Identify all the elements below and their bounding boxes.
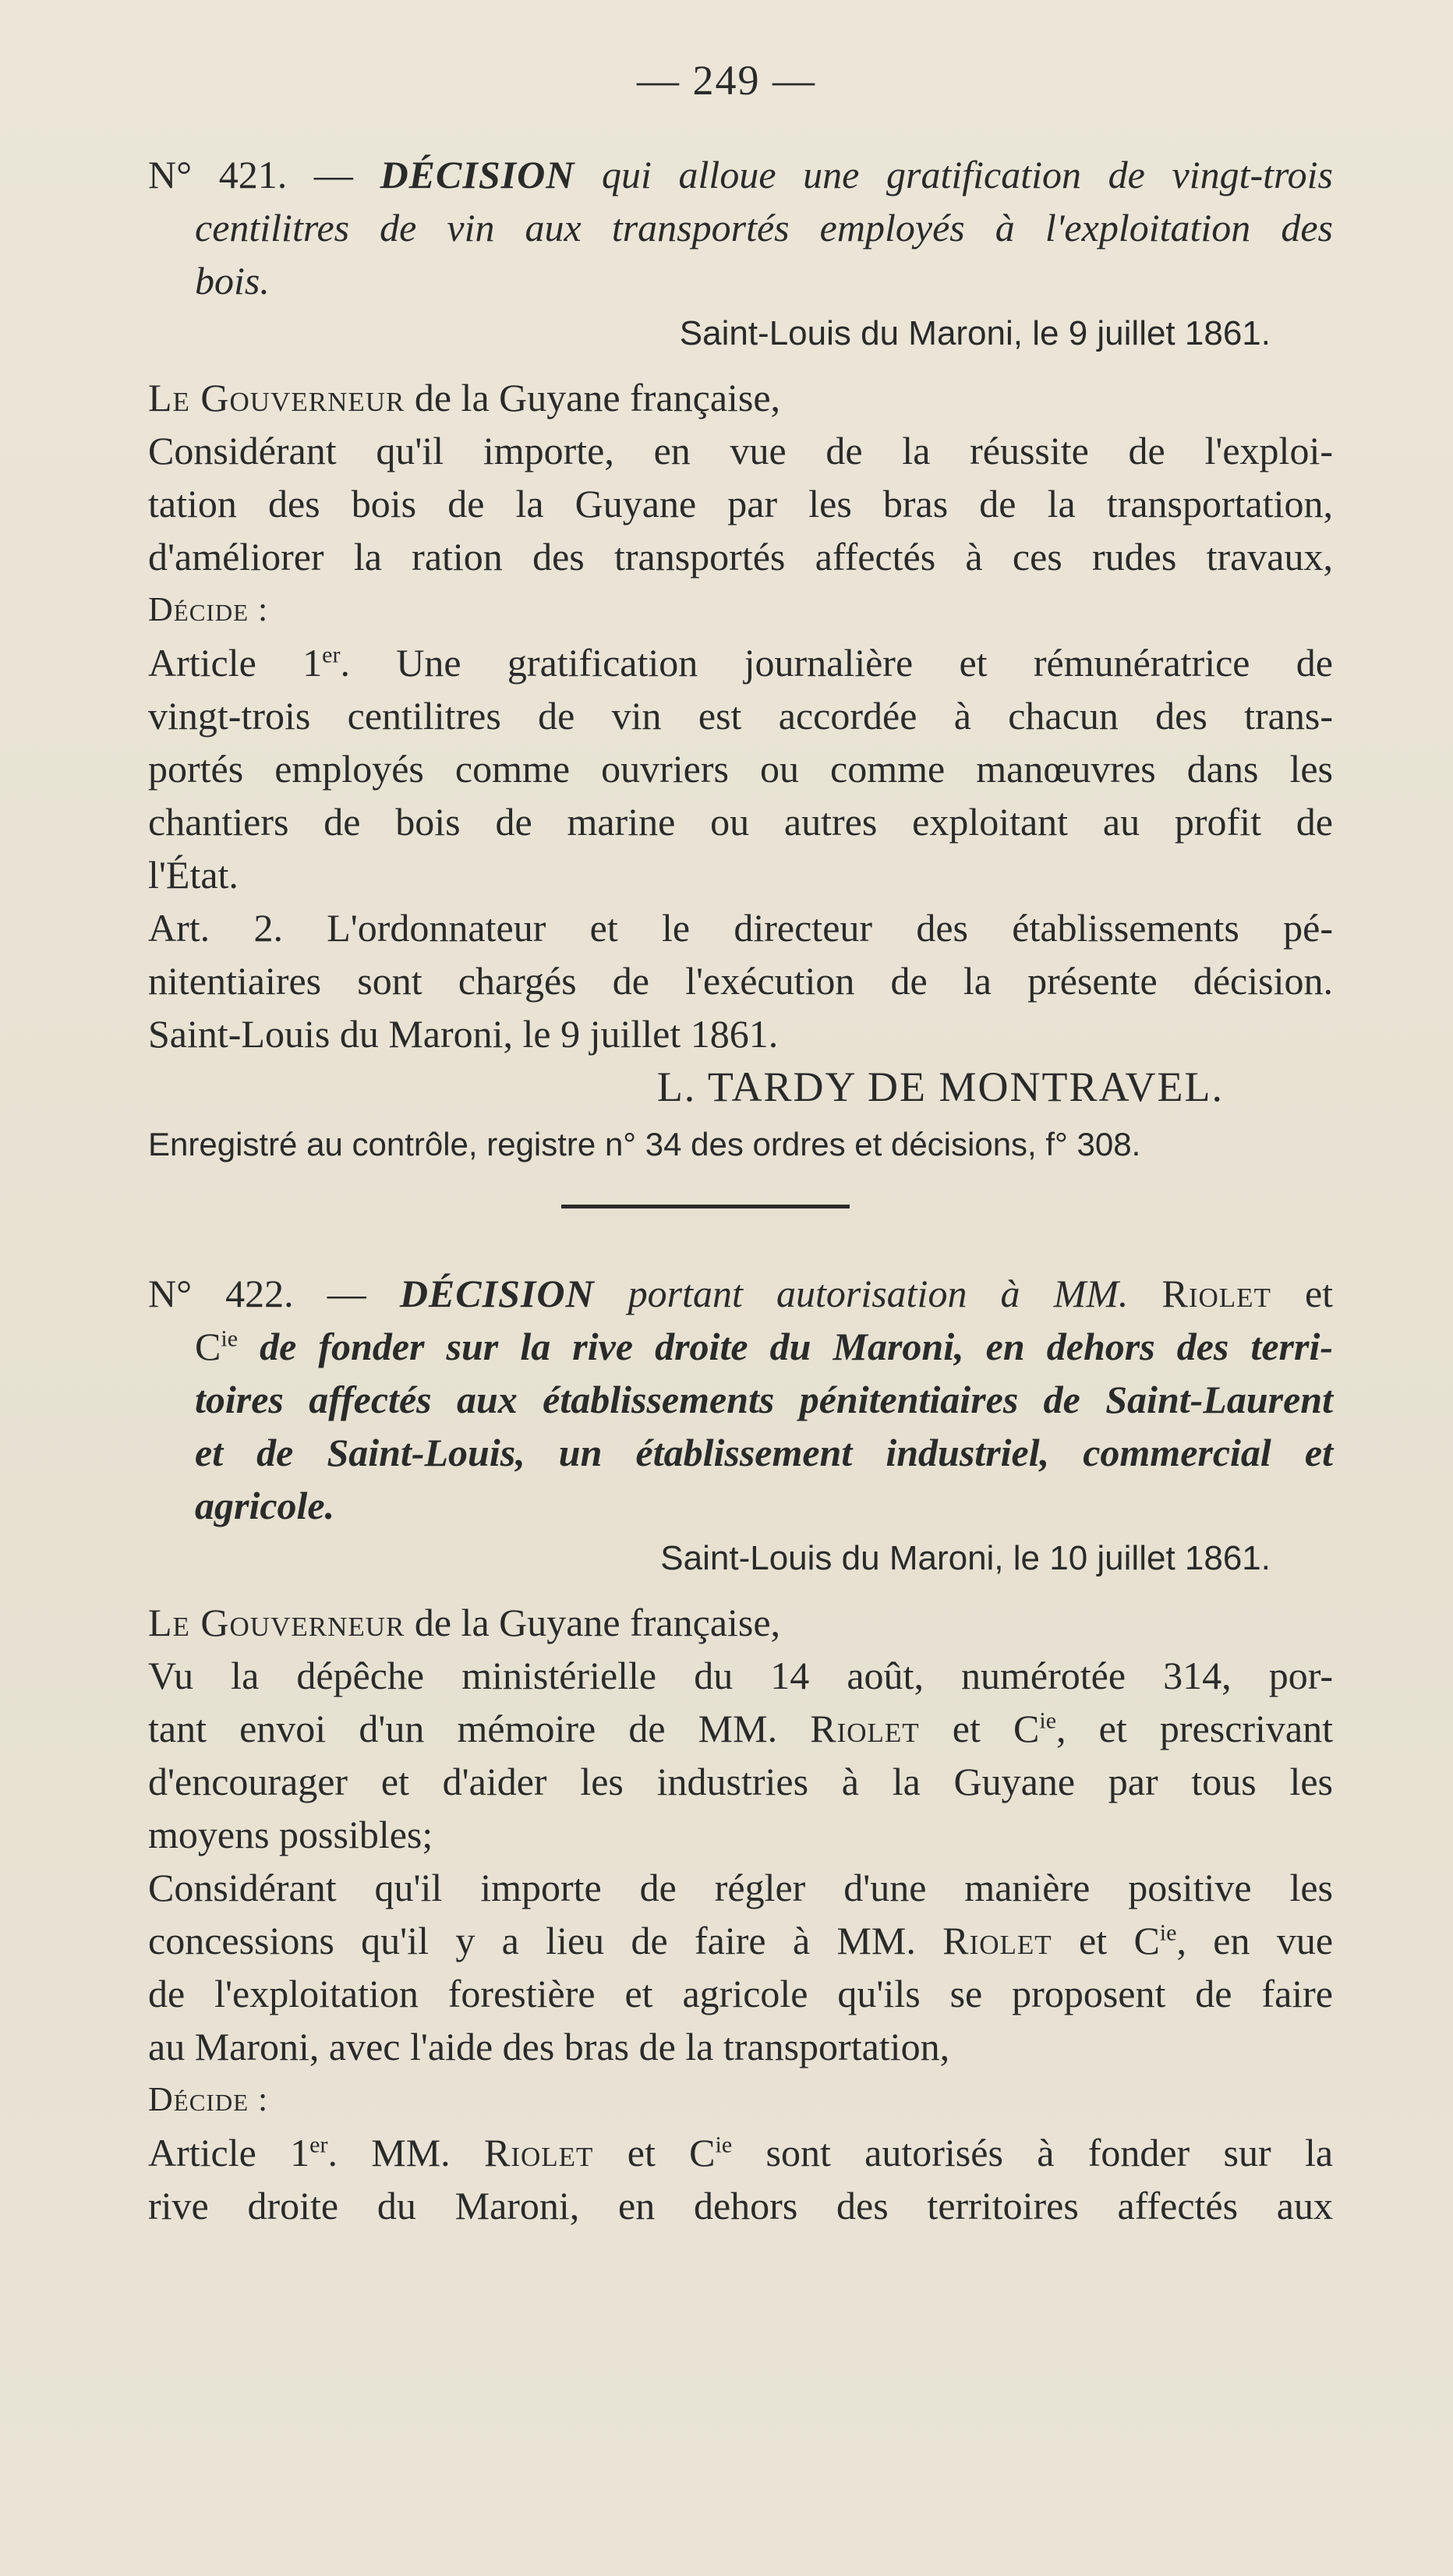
decision-421 (148, 148, 1333, 1168)
considerant-line: au Maroni, avec l'aide des bras de la transportation, (148, 2025, 950, 2068)
vu-text: tant envoi d'un mémoire de MM. (148, 1707, 778, 1750)
article-sup: er (322, 642, 341, 668)
governor-small-caps: Le Gouverneur (148, 1601, 405, 1644)
article-text: . Une gratification journalière et rémunératrice de (340, 641, 1333, 685)
governor-small-caps: Le Gouverneur (148, 376, 405, 419)
closing-date: Saint-Louis du Maroni, le 9 juillet 1861. (148, 1012, 779, 1056)
registry-note: Enregistré au contrôle, registre n° 34 des ordres et décisions, f° 308. (148, 1126, 1141, 1162)
vu-line (148, 1702, 1333, 1755)
vu-text: et C (952, 1707, 1040, 1750)
considerant-line (148, 1914, 1333, 1967)
company-sup: ie (1039, 1707, 1057, 1734)
decision-title: DÉCISION (399, 1272, 595, 1315)
article2-line: nitentiaires sont chargés de l'exécution de la présente décision. (148, 959, 1333, 1003)
decision-desc: qui alloue une gratification de vingt-trois (601, 153, 1333, 196)
article-text: et C (627, 2131, 716, 2174)
considerant-line: de l'exploitation forestière et agricole qu'ils se proposent de faire (148, 1972, 1333, 2015)
governor-rest: de la Guyane française, (414, 1601, 781, 1644)
decide-label: Décide : (148, 590, 269, 628)
company-name: Riolet (484, 2131, 594, 2174)
vu-line: d'encourager et d'aider les industries à la Guyane par tous les (148, 1760, 1333, 1803)
company-sup: ie (715, 2132, 733, 2158)
article1-line: chantiers de bois de marine ou autres exploitant au profit de (148, 800, 1333, 844)
decision-421-heading-line1 (148, 148, 1333, 201)
decision-number: N° 421. (148, 153, 288, 196)
considerant-line: Considérant qu'il importe de régler d'une manière positive les (148, 1866, 1333, 1909)
article-label: Article 1 (148, 641, 323, 685)
company-name: Riolet (810, 1707, 920, 1750)
article2-line: Art. 2. L'ordonnateur et le directeur des établissements pé- (148, 906, 1333, 950)
decide-label: Décide : (148, 2080, 269, 2118)
company-sup: ie (221, 1325, 239, 1352)
article1-line: portés employés comme ouvriers ou comme manœuvres dans les (148, 747, 1333, 791)
article1-line1 (148, 2126, 1333, 2179)
decision-421-place-date: Saint-Louis du Maroni, le 9 juillet 1861. (679, 314, 1271, 352)
article-text: . MM. (327, 2131, 451, 2174)
decision-422-heading-line5: agricole. (195, 1484, 335, 1527)
article1-line: l'État. (148, 853, 239, 897)
article1-line: vingt-trois centilitres de vin est accordée à chacun des trans- (148, 694, 1333, 738)
considerant-line: tation des bois de la Guyane par les bras de la transportation, (148, 482, 1333, 525)
decision-422 (148, 1267, 1333, 2232)
decision-number: N° 422. (148, 1272, 294, 1315)
decision-421-governor (148, 371, 1333, 424)
article1-line: rive droite du Maroni, en dehors des territoires affectés aux (148, 2184, 1333, 2227)
section-divider (561, 1205, 850, 1208)
article-sup: er (309, 2132, 328, 2158)
decision-title: DÉCISION (380, 153, 575, 196)
company-sup: ie (1159, 1920, 1177, 1946)
decision-422-place-date: Saint-Louis du Maroni, le 10 juillet 1861. (660, 1539, 1271, 1577)
governor-rest: de la Guyane française, (414, 376, 781, 419)
decision-422-heading-line3: toires affectés aux établissements pénitentiaires de Saint-Laurent (195, 1378, 1333, 1421)
company-c: C (195, 1325, 221, 1368)
vu-line: moyens possibles; (148, 1813, 433, 1856)
decision-422-heading-line4: et de Saint-Louis, un établissement industriel, commercial et (195, 1431, 1333, 1474)
vu-text: , et prescrivant (1056, 1707, 1334, 1750)
considerant-text: et C (1079, 1919, 1160, 1962)
decision-desc: portant autorisation à MM. (628, 1272, 1129, 1315)
considerant-line: d'améliorer la ration des transportés affectés à ces rudes travaux, (148, 535, 1333, 579)
company-name: Riolet (1161, 1272, 1271, 1315)
article-label: Article 1 (148, 2131, 310, 2174)
decision-422-heading-line2 (148, 1320, 1333, 1373)
dash: — (327, 1272, 366, 1315)
decision-421-heading-line3: bois. (195, 259, 270, 303)
considerant-text: concessions qu'il y a lieu de faire à MM. (148, 1919, 916, 1962)
company-name: Riolet (942, 1919, 1052, 1962)
decision-422-heading-line1 (148, 1267, 1333, 1320)
conjunction: et (1304, 1272, 1334, 1315)
decision-421-heading-line2: centilitres de vin aux transportés employés à l'exploitation des (195, 206, 1333, 249)
article1-line1 (148, 636, 1333, 689)
considerant-text: , en vue (1176, 1919, 1334, 1962)
dash: — (313, 153, 353, 196)
signature: L. TARDY DE MONTRAVEL. (656, 1063, 1224, 1110)
vu-line: Vu la dépêche ministérielle du 14 août, numérotée 314, por- (148, 1654, 1333, 1697)
article-text: sont autorisés à fonder sur la (765, 2131, 1334, 2174)
considerant-line: Considérant qu'il importe, en vue de la réussite de l'exploi- (148, 429, 1333, 472)
decision-422-governor (148, 1596, 1333, 1649)
heading-text: de fonder sur la rive droite du Maroni, en dehors des terri- (260, 1325, 1333, 1368)
page-number: — 249 — (637, 57, 816, 104)
